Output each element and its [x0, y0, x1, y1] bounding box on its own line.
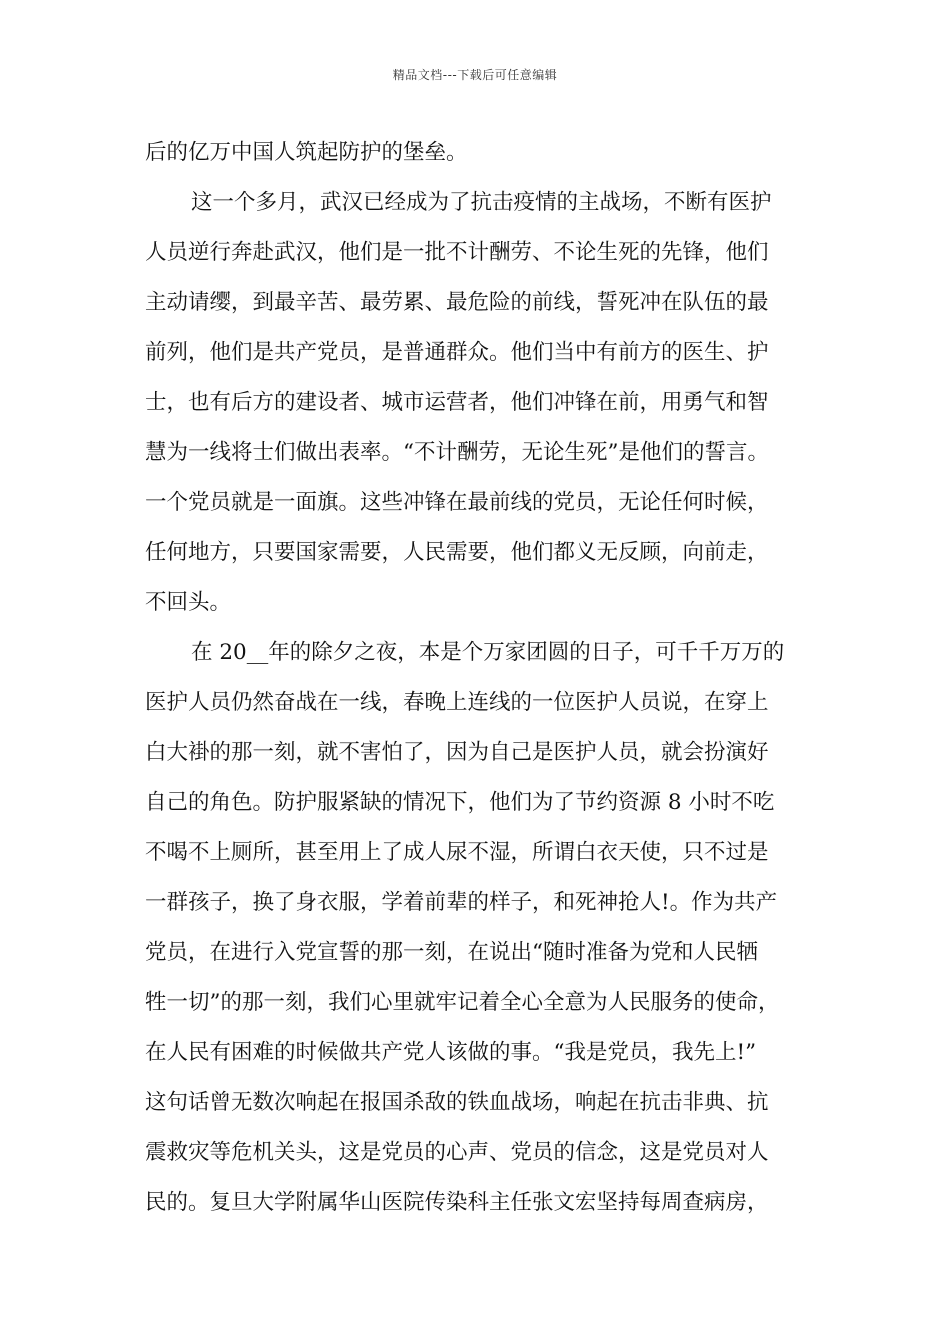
text-line: 白大褂的那一刻，就不害怕了，因为自己是医护人员，就会扮演好 — [145, 740, 769, 765]
page-header: 精品文档---下载后可任意编辑 — [392, 68, 558, 82]
text-line: 牲一切”的那一刻，我们心里就牢记着全心全意为人民服务的使命， — [145, 990, 780, 1015]
text-line: 主动请缨，到最辛苦、最劳累、最危险的前线，誓死冲在队伍的最 — [145, 290, 769, 315]
text-line: 人员逆行奔赴武汉，他们是一批不计酬劳、不论生死的先锋，他们 — [145, 240, 769, 265]
text-line: 自己的角色。防护服紧缺的情况下，他们为了节约资源 8 小时不吃 — [145, 790, 775, 815]
text-line: 不喝不上厕所，甚至用上了成人尿不湿，所谓白衣天使，只不过是 — [145, 840, 769, 865]
text-line: 医护人员仍然奋战在一线，春晚上连线的一位医护人员说，在穿上 — [145, 690, 769, 715]
text-line: 后的亿万中国人筑起防护的堡垒。 — [145, 140, 468, 165]
text-line: 士，也有后方的建设者、城市运营者，他们冲锋在前，用勇气和智 — [145, 390, 769, 415]
text-line: 任何地方，只要国家需要，人民需要，他们都义无反顾，向前走， — [145, 540, 769, 565]
text-line: 党员，在进行入党宣誓的那一刻，在说出“随时准备为党和人民牺 — [145, 940, 758, 965]
text-line: 震救灾等危机关头，这是党员的心声、党员的信念，这是党员对人 — [145, 1140, 769, 1165]
text-line: 一个党员就是一面旗。这些冲锋在最前线的党员，无论任何时候， — [145, 490, 769, 515]
text-line: 这句话曾无数次响起在报国杀敌的铁血战场，响起在抗击非典、抗 — [145, 1090, 769, 1115]
paragraph-first-line: 这一个多月，武汉已经成为了抗击疫情的主战场，不断有医护 — [191, 190, 772, 215]
text-line: 不回头。 — [145, 590, 232, 615]
paragraph-first-line: 在 20__年的除夕之夜，本是个万家团圆的日子，可千千万万的 — [191, 640, 785, 665]
text-line: 慧为一线将士们做出表率。“不计酬劳，无论生死”是他们的誓言。 — [145, 440, 769, 465]
text-line: 民的。复旦大学附属华山医院传染科主任张文宏坚持每周查病房， — [145, 1190, 769, 1215]
text-line: 一群孩子，换了身衣服，学着前辈的样子，和死神抢人!。作为共产 — [145, 890, 778, 915]
text-line: 在人民有困难的时候做共产党人该做的事。“我是党员，我先上!” — [145, 1040, 757, 1065]
text-line: 前列，他们是共产党员，是普通群众。他们当中有前方的医生、护 — [145, 340, 769, 365]
